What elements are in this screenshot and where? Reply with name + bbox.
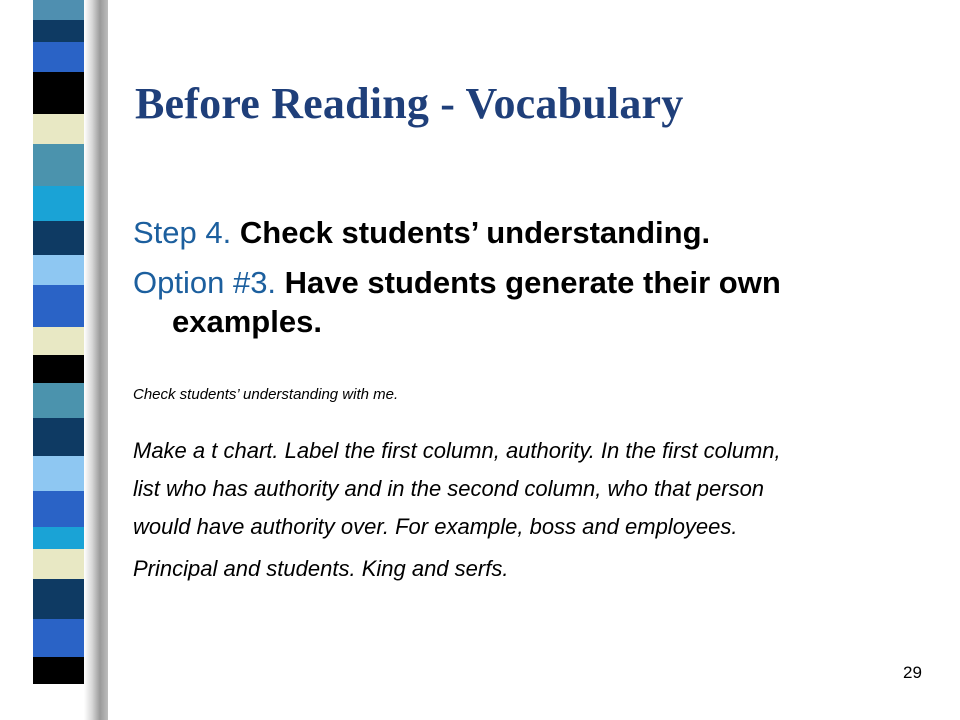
step-line bbox=[133, 215, 710, 251]
option-line-continued: examples. bbox=[172, 304, 322, 339]
strip-block bbox=[33, 255, 84, 285]
strip-block bbox=[33, 42, 84, 72]
strip-block bbox=[33, 383, 84, 418]
closing-line: Principal and students. King and serfs. bbox=[133, 556, 509, 581]
strip-block bbox=[33, 114, 84, 144]
paragraph-line: would have authority over. For example, boss and employees. bbox=[133, 514, 738, 539]
option-line bbox=[133, 265, 781, 301]
note-text: Check students’ understanding with me. bbox=[133, 386, 399, 403]
strip-block bbox=[33, 0, 84, 20]
strip-block bbox=[33, 657, 84, 684]
strip-block bbox=[33, 144, 84, 186]
decorative-color-strip bbox=[33, 0, 84, 720]
step-lead: Step 4. bbox=[133, 215, 232, 250]
strip-block bbox=[33, 355, 84, 383]
strip-block bbox=[33, 418, 84, 456]
step-text: Check students’ understanding. bbox=[239, 215, 711, 250]
paragraph-line: Make a t chart. Label the first column, authority. In the first column, bbox=[133, 438, 781, 463]
strip-block bbox=[33, 491, 84, 527]
strip-block bbox=[33, 285, 84, 327]
paragraph-line: list who has authority and in the second column, who that person bbox=[133, 476, 765, 501]
strip-block bbox=[33, 579, 84, 619]
strip-block bbox=[33, 456, 84, 491]
option-text: Have students generate their own bbox=[284, 265, 781, 300]
strip-block bbox=[33, 186, 84, 221]
strip-block bbox=[33, 549, 84, 579]
slide-title: Before Reading - Vocabulary bbox=[135, 79, 684, 128]
strip-block bbox=[33, 221, 84, 255]
option-lead: Option #3. bbox=[133, 265, 277, 300]
strip-block bbox=[33, 527, 84, 549]
instruction-paragraph bbox=[133, 432, 781, 546]
strip-block bbox=[33, 20, 84, 42]
strip-block bbox=[33, 619, 84, 657]
strip-block bbox=[33, 327, 84, 355]
page-number: 29 bbox=[903, 663, 922, 682]
strip-block bbox=[33, 72, 84, 114]
